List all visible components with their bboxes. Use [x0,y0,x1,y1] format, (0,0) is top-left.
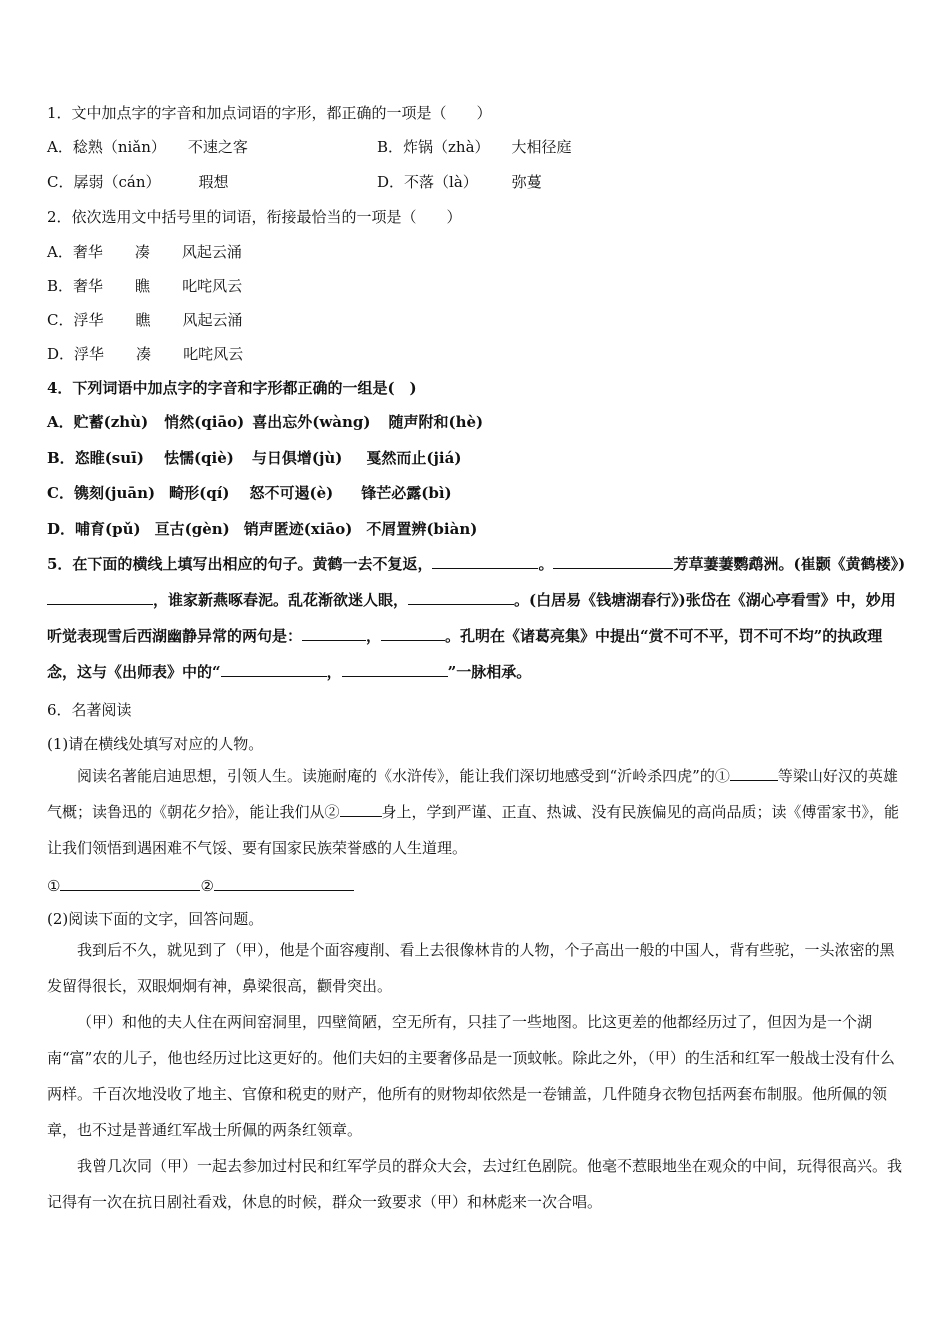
answer-blank[interactable] [302,626,366,641]
q1-option-b [377,137,572,157]
answer-blank[interactable] [553,554,673,569]
option-text: 风起云涌 [181,243,242,261]
passage-text: 等梁山 [777,767,823,785]
option-item: 随声附和(hè) [388,413,484,431]
option-text: 大相径庭 [511,138,572,156]
option-item: 怒不可遏(è) [249,484,334,502]
option-text: 凑 [136,345,152,363]
option-label: C． [47,484,74,502]
passage-text: 身上，学到严谨、正直、热诚、没有民族偏见的高尚品质；读 [381,803,787,821]
q6-answer-blanks [47,876,354,896]
q5-text: 。 [538,555,554,573]
option-text: 凑 [134,243,150,261]
option-text: 不落（là） [404,173,478,191]
option-item: 销声匿迹(xiāo) [243,520,353,538]
option-text: 稔熟（niǎn） [72,138,166,156]
q6-passage-4: 我曾几次同（甲）一起去参加过村民和红军学员的群众大会，去过红色剧院。他毫不惹眼地坐在观众的中间，玩得很高兴。我记得有一次在抗日剧社看戏，休息的时候，群众一致要求（甲）和林彪来一次合唱。 [47,1157,903,1211]
q6-passage-3: （甲）和他的夫人住在两间窑洞里，四壁简陋，空无所有，只挂了一些地图。比这更差的他都经历过了，但因为是一个湖南“富”农的儿子，他也经历过比这更好的。他们夫妇的主要奢侈品是一顶蚊帐。除此之外，（甲）的生活和红军一般战士没有什么两样。千百次地没收了地主、官僚和税吏的财产，他所有的财物却依然是一卷铺盖，几件随身衣物包括两套布制服。他所佩的领章，也不过是普通红军战士所佩的两条红领章。 [47,1013,895,1139]
q2-option-d [47,344,243,364]
option-label: D． [47,345,75,363]
answer-blank[interactable] [214,876,354,891]
option-text: 孱弱（cán） [73,173,161,191]
option-label: A． [47,413,74,431]
passage-text: 阅读名著能启迪思想，引领人生。读施耐庵的《水浒传》，能让我们深切地感受到“沂岭杀四虎”的① [77,767,730,785]
q4-option-a [47,412,483,432]
q5-text: 5．在下面的横线上填写出相应的句子。黄鹤一去不复返， [47,555,433,573]
answer-blank[interactable] [432,554,538,569]
passage-text: 《傅雷家书》，能让我们领悟到遇困难不气馁、要有国家民族荣誉感的人生道理。 [47,803,900,857]
q1-option-d [377,172,542,192]
q4-stem: 4．下列词语中加点字的字音和字形都正确的一组是( ) [47,379,417,397]
answer-blank[interactable] [221,662,327,677]
option-item: 不屑置辨(biàn) [366,520,478,538]
passage-text: 好汉的英雄气概；读鲁迅的《朝花夕拾》，能让我们从② [47,767,898,821]
q2-option-c [47,310,243,330]
q6-passage-2: 我到后不久，就见到了（甲），他是个面容瘦削、看上去很像林肯的人物，个子高出一般的中国人，背有些驼，一头浓密的黑发留得很长，双眼炯炯有神，鼻梁很高，颧骨突出。 [47,941,895,995]
q5-text: ， [366,627,382,645]
q4-option-d [47,519,477,539]
answer-blank[interactable] [340,802,382,817]
answer-blank[interactable] [408,590,514,605]
q6-sub2: (2)阅读下面的文字，回答问题。 [47,910,264,928]
option-item: 贮蓄(zhù) [73,413,149,431]
q1-option-c [47,172,229,192]
q5-text: ，谁家新燕啄春泥。乱花渐欲迷人眼， [153,591,409,609]
option-item: 镌刻(juān) [73,484,156,502]
q2-option-b [47,276,242,296]
option-text: 炸锅（zhà） [403,138,490,156]
option-label: A． [47,138,73,156]
q5-text: 罚不可不均”的执政理念，这与《出师表》中的“ [47,627,883,681]
option-text: 浮华 [73,311,104,329]
q1-option-a [47,137,248,157]
option-label: B． [377,138,404,156]
blank-marker: ① [47,877,61,895]
option-label: D． [377,173,405,191]
q5-text: ”一脉相承。 [447,663,532,681]
option-text: 瞧 [135,311,151,329]
option-text: 风起云涌 [182,311,243,329]
q5-text: 芳草萋萋鹦鹉洲。(崔颢《黄 [673,555,861,573]
answer-blank[interactable] [342,662,448,677]
option-text: 浮华 [74,345,105,363]
option-item: 锋芒必露(bì) [361,484,452,502]
option-label: B． [47,449,75,467]
option-text: 叱咤风云 [183,345,244,363]
q5-text: 。孔明在《诸葛亮集》中提出“赏不可不平， [445,627,739,645]
q4-option-b [47,448,461,468]
blank-marker: ② [200,877,214,895]
option-item: 与日俱增(jù) [251,449,343,467]
q5-text: ， [326,663,342,681]
option-text: 不速之客 [187,138,248,156]
option-item: 喜出忘外(wàng) [252,413,371,431]
option-label: D． [47,520,76,538]
option-item: 亘古(gèn) [154,520,230,538]
option-item: 怯懦(qiè) [163,449,234,467]
q5-paragraph [47,546,907,690]
option-item: 畸形(qí) [169,484,230,502]
q6-title: 6．名著阅读 [47,701,132,719]
q6-sub1: (1)请在横线处填写对应的人物。 [47,735,264,753]
q4-option-c [47,483,452,503]
q1-stem: 1．文中加点字的字音和加点词语的字形，都正确的一项是（ ） [47,104,492,122]
answer-blank[interactable] [60,876,200,891]
option-text: 奢华 [72,243,103,261]
answer-blank[interactable] [47,590,153,605]
option-text: 瞧 [135,277,151,295]
option-item: 恣睢(suī) [74,449,144,467]
option-text: 弥蔓 [511,173,542,191]
option-label: C． [47,173,74,191]
q5-text: 雪》中，妙用听觉表现雪后西湖幽静异常的两句是： [47,591,896,645]
answer-blank[interactable] [381,626,445,641]
answer-blank[interactable] [730,766,778,781]
option-text: 瑕想 [198,173,229,191]
option-label: C． [47,311,74,329]
option-label: B． [47,277,74,295]
option-item: 哺育(pǔ) [75,520,141,538]
q2-option-a [47,242,242,262]
option-text: 叱咤风云 [182,277,243,295]
q5-text: 。(白居易《钱塘湖春行》)张岱在《湖心亭看 [514,591,806,609]
option-item: 戛然而止(jiá) [366,449,462,467]
option-item: 悄然(qiāo) [164,413,245,431]
option-label: A． [47,243,73,261]
option-text: 奢华 [73,277,104,295]
q6-passage-1 [47,758,907,866]
q5-text: 鹤楼》) [860,555,906,573]
q2-stem: 2．依次选用文中括号里的词语，衔接最恰当的一项是（ ） [47,208,462,226]
